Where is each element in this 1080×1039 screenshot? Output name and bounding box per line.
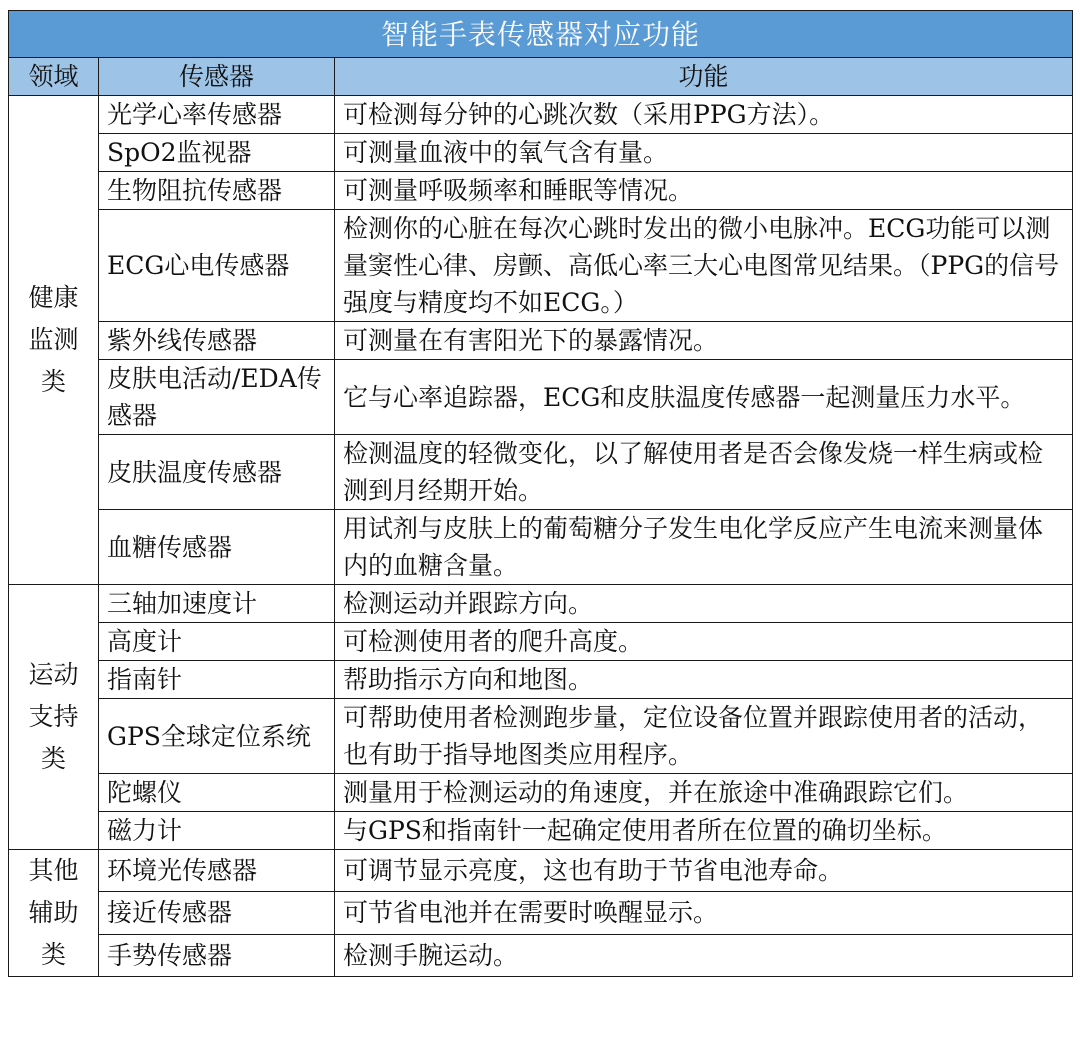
function-cell: 检测运动并跟踪方向。 — [335, 585, 1073, 623]
table-row — [9, 934, 1073, 976]
table-row — [9, 623, 1073, 661]
sensor-cell: SpO2监视器 — [99, 134, 335, 172]
table-row — [9, 510, 1073, 585]
sensor-cell: 手势传感器 — [99, 934, 335, 976]
table-row — [9, 585, 1073, 623]
sensor-cell: 接近传感器 — [99, 892, 335, 934]
function-cell: 检测手腕运动。 — [335, 934, 1073, 976]
sensor-cell: 血糖传感器 — [99, 510, 335, 585]
function-cell: 可检测使用者的爬升高度。 — [335, 623, 1073, 661]
sensor-cell: 磁力计 — [99, 812, 335, 850]
sensor-cell: ECG心电传感器 — [99, 210, 335, 322]
table-row — [9, 210, 1073, 322]
sensor-cell: 指南针 — [99, 661, 335, 699]
sensor-cell: 三轴加速度计 — [99, 585, 335, 623]
sensor-cell: 皮肤温度传感器 — [99, 435, 335, 510]
table-row — [9, 172, 1073, 210]
table-row — [9, 96, 1073, 134]
table-row — [9, 661, 1073, 699]
table-title: 智能手表传感器对应功能 — [9, 11, 1073, 58]
table-row — [9, 774, 1073, 812]
sensor-cell: 皮肤电活动/EDA传感器 — [99, 360, 335, 435]
table-row — [9, 435, 1073, 510]
function-cell: 用试剂与皮肤上的葡萄糖分子发生电化学反应产生电流来测量体内的血糖含量。 — [335, 510, 1073, 585]
function-cell: 可帮助使用者检测跑步量，定位设备位置并跟踪使用者的活动，也有助于指导地图类应用程序。 — [335, 699, 1073, 774]
function-cell: 与GPS和指南针一起确定使用者所在位置的确切坐标。 — [335, 812, 1073, 850]
table-row — [9, 812, 1073, 850]
domain-cell-other: 其他辅助类 — [9, 850, 99, 977]
domain-cell-sport: 运动支持类 — [9, 585, 99, 850]
sensor-cell: 环境光传感器 — [99, 850, 335, 892]
sensor-cell: 紫外线传感器 — [99, 322, 335, 360]
function-cell: 它与心率追踪器，ECG和皮肤温度传感器一起测量压力水平。 — [335, 360, 1073, 435]
sensor-cell: GPS全球定位系统 — [99, 699, 335, 774]
header-domain: 领域 — [9, 58, 99, 96]
function-cell: 可测量在有害阳光下的暴露情况。 — [335, 322, 1073, 360]
header-sensor: 传感器 — [99, 58, 335, 96]
sensor-cell: 陀螺仪 — [99, 774, 335, 812]
function-cell: 可调节显示亮度，这也有助于节省电池寿命。 — [335, 850, 1073, 892]
function-cell: 可测量血液中的氧气含有量。 — [335, 134, 1073, 172]
function-cell: 可节省电池并在需要时唤醒显示。 — [335, 892, 1073, 934]
table-row — [9, 850, 1073, 892]
function-cell: 帮助指示方向和地图。 — [335, 661, 1073, 699]
function-cell: 测量用于检测运动的角速度，并在旅途中准确跟踪它们。 — [335, 774, 1073, 812]
sensor-cell: 生物阻抗传感器 — [99, 172, 335, 210]
sensor-cell: 高度计 — [99, 623, 335, 661]
table-row — [9, 892, 1073, 934]
sensor-cell: 光学心率传感器 — [99, 96, 335, 134]
table-row — [9, 699, 1073, 774]
domain-cell-health: 健康监测类 — [9, 96, 99, 585]
function-cell: 检测温度的轻微变化，以了解使用者是否会像发烧一样生病或检测到月经期开始。 — [335, 435, 1073, 510]
header-function: 功能 — [335, 58, 1073, 96]
function-cell: 可检测每分钟的心跳次数（采用PPG方法）。 — [335, 96, 1073, 134]
sensor-function-table — [8, 10, 1073, 977]
table-row — [9, 322, 1073, 360]
function-cell: 检测你的心脏在每次心跳时发出的微小电脉冲。ECG功能可以测量窦性心律、房颤、高低心率三大心电图常见结果。（PPG的信号强度与精度均不如ECG。） — [335, 210, 1073, 322]
function-cell: 可测量呼吸频率和睡眠等情况。 — [335, 172, 1073, 210]
table-row — [9, 360, 1073, 435]
table-row — [9, 134, 1073, 172]
